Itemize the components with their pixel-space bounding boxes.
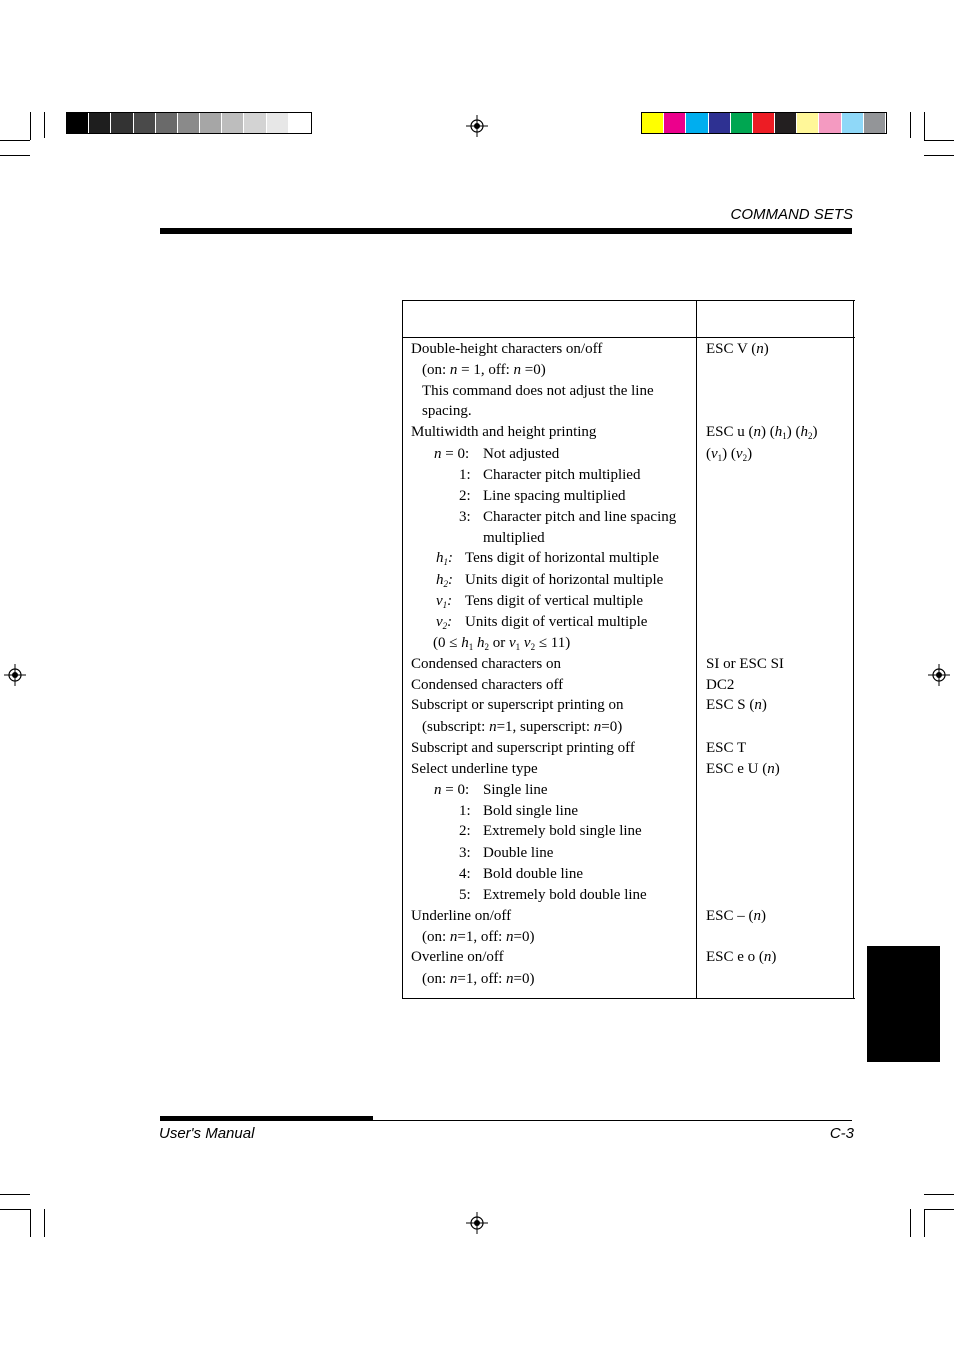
param-text: multiplied <box>483 530 545 546</box>
param-text: Tens digit of vertical multiple <box>465 593 644 609</box>
param-label: 2: <box>459 488 471 504</box>
color-swatch <box>111 113 133 133</box>
color-swatch <box>134 113 156 133</box>
color-swatch <box>642 113 664 133</box>
color-swatch <box>819 113 841 133</box>
param-text: Extremely bold double line <box>483 887 647 903</box>
registration-mark-icon <box>4 664 26 686</box>
color-swatch <box>200 113 222 133</box>
param-label: 2: <box>459 823 471 839</box>
row-text: Double-height characters on/off <box>411 341 603 357</box>
color-swatch <box>731 113 753 133</box>
param-text: Tens digit of horizontal multiple <box>465 550 659 566</box>
row-text: Overline on/off <box>411 949 504 965</box>
color-swatch <box>89 113 111 133</box>
row-command: ESC S (n) <box>706 697 767 713</box>
row-command: ESC u (n) $(h_1)$ $(h_2)$ <box>706 424 818 441</box>
row-text: Multiwidth and height printing <box>411 424 597 440</box>
command-text: ESC V (n) <box>706 341 769 357</box>
color-swatch <box>664 113 686 133</box>
page-number: C-3 <box>829 1125 854 1142</box>
footer-rule-thin <box>373 1120 852 1121</box>
row-command: SI or ESC SI <box>706 656 784 672</box>
section-title: COMMAND SETS <box>730 206 853 223</box>
row-command: ESC e o (n) <box>706 949 777 965</box>
header-rule <box>160 228 852 234</box>
color-swatch <box>156 113 178 133</box>
row-note: (on: n=1, off: n=0) <box>422 971 535 987</box>
row-command: DC2 <box>706 677 735 693</box>
param-label: $v_2$: <box>436 614 453 631</box>
row-note: (on: n=1, off: n=0) <box>422 929 535 945</box>
param-label: n = 0: <box>434 446 470 462</box>
param-text: Double line <box>483 845 554 861</box>
row-command: ESC – (n) <box>706 908 767 924</box>
row-note: (subscript: n=1, superscript: n=0) <box>422 719 623 735</box>
row-text: Underline on/off <box>411 908 512 924</box>
registration-mark-icon <box>928 664 950 686</box>
param-text: Units digit of horizontal multiple <box>465 572 664 588</box>
param-label: $h_2$: <box>436 572 453 589</box>
color-swatch <box>775 113 797 133</box>
registration-mark-icon <box>466 115 488 137</box>
color-swatch <box>267 113 289 133</box>
row-command: ESC e U (n) <box>706 761 780 777</box>
color-swatch <box>67 113 89 133</box>
color-swatch <box>178 113 200 133</box>
row-command: $(v_1)$ $(v_2)$ <box>706 446 753 463</box>
color-swatch <box>244 113 266 133</box>
row-command: ESC T <box>706 740 747 756</box>
param-text: Not adjusted <box>483 446 560 462</box>
param-label: $h_1$: <box>436 550 453 567</box>
color-swatch <box>842 113 864 133</box>
color-bar <box>641 112 887 134</box>
color-swatch <box>864 113 886 133</box>
color-swatch <box>753 113 775 133</box>
row-note: This command does not adjust the line <box>422 383 654 399</box>
param-text: Units digit of vertical multiple <box>465 614 648 630</box>
param-label: 1: <box>459 803 471 819</box>
footer-rule-thick <box>160 1116 373 1121</box>
row-text: Subscript or superscript printing on <box>411 697 624 713</box>
param-text: Single line <box>483 782 548 798</box>
row-note: (on: n = 1, off: n =0) <box>422 362 546 378</box>
param-label: 3: <box>459 509 471 525</box>
row-text: Subscript and superscript printing off <box>411 740 635 756</box>
param-text: Character pitch and line spacing <box>483 509 677 525</box>
row-text: Condensed characters on <box>411 656 561 672</box>
gray-color-bar <box>66 112 312 134</box>
manual-title: User's Manual <box>159 1125 255 1142</box>
param-label: 4: <box>459 866 471 882</box>
param-text: Extremely bold single line <box>483 823 642 839</box>
param-label: $v_1$: <box>436 593 453 610</box>
row-note: spacing. <box>422 403 472 419</box>
chapter-tab <box>867 946 940 1062</box>
param-label: n = 0: <box>434 782 470 798</box>
color-swatch <box>222 113 244 133</box>
color-swatch <box>797 113 819 133</box>
param-label: 3: <box>459 845 471 861</box>
param-label: 5: <box>459 887 471 903</box>
param-text: Bold single line <box>483 803 578 819</box>
row-text: Condensed characters off <box>411 677 564 693</box>
color-swatch <box>686 113 708 133</box>
param-text: Bold double line <box>483 866 583 882</box>
param-text: Line spacing multiplied <box>483 488 626 504</box>
row-command <box>706 340 769 358</box>
color-swatch <box>709 113 731 133</box>
range-note: ($0 \le h_1$ $h_2$ or $v_1$ $v_2 \le 11$) <box>433 635 571 652</box>
param-text: Character pitch multiplied <box>483 467 641 483</box>
registration-mark-icon <box>466 1212 488 1234</box>
param-label: 1: <box>459 467 471 483</box>
row-text: Select underline type <box>411 761 538 777</box>
color-swatch <box>289 113 311 133</box>
